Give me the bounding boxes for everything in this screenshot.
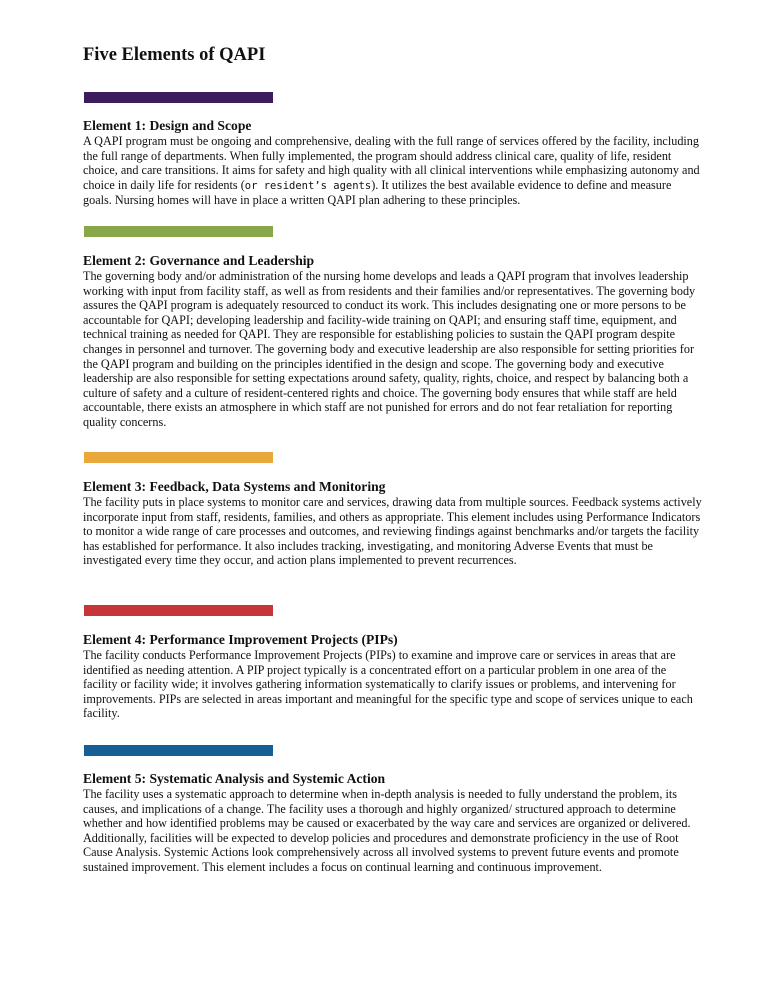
element-1-body — [83, 134, 703, 208]
element-4-heading: Element 4: Performance Improvement Projects (PIPs) — [83, 632, 398, 647]
element-1-body-text-b: ). It utilizes the best available evidence to define and measure goals. Nursing homes will have in place a written QAPI plan adhering to these principles. — [83, 177, 672, 208]
element-2-body: The governing body and/or administration of the nursing home develops and leads a QAPI program that involves leadership working with input from facility staff, as well as from residents and their families and/or representatives. The governing body assures the QAPI program is adequately resourced to conduct its work. This includes designating one or more persons to be accountable for QAPI; developing leadership and facility-wide training on QAPI; and ensuring staff time, equipment, and technical training as needed for QAPI. They are responsible for establishing policies to sustain the QAPI program despite changes in personnel and turnover. The governing body and executive leadership are also responsible for setting priorities for the QAPI program and building on the principles identified in the design and scope. The governing body and executive leadership are also responsible for setting expectations around safety, quality, rights, choice, and respect by balancing both a culture of safety and a culture of resident-centered rights and choice. The governing body ensures that while staff are held accountable, there exists an atmosphere in which staff are not punished for errors and do not fear retaliation for reporting quality concerns. — [83, 269, 696, 429]
element-1-section — [83, 118, 703, 208]
element-1-heading: Element 1: Design and Scope — [83, 118, 252, 133]
element-5-body: The facility uses a systematic approach to determine when in-depth analysis is needed to fully understand the problem, its causes, and implications of a change. The facility uses a thorough and highly organized/ structured approach to determine whether and how identified problems may be caused or exacerbated by the way care and services are organized or delivered. Additionally, facilities will be expected to develop policies and procedures and demonstrate proficiency in the use of Root Cause Analysis. Systemic Actions look comprehensively across all involved systems to prevent future events and promote sustained improvement. This element includes a focus on continual learning and continuous improvement. — [83, 787, 691, 874]
page-title: Five Elements of QAPI — [83, 45, 266, 65]
divider-bar-purple — [84, 92, 273, 103]
element-1-body-mono: or resident’s agents — [244, 179, 372, 192]
element-4-section — [83, 632, 703, 721]
element-3-body: The facility puts in place systems to monitor care and services, drawing data from multiple sources. Feedback systems actively incorporate input from staff, residents, families, and others as appropriate. This element includes using Performance Indicators to monitor a wide range of care processes and outcomes, and reviewing findings against benchmarks and/or targets the facility has established for performance. It also includes tracking, investigating, and monitoring Adverse Events that must be investigated every time they occur, and action plans implemented to prevent recurrences. — [83, 495, 702, 568]
element-3-heading: Element 3: Feedback, Data Systems and Monitoring — [83, 479, 386, 494]
divider-bar-red — [84, 605, 273, 616]
divider-bar-orange — [84, 452, 273, 463]
divider-bar-blue — [84, 745, 273, 756]
element-4-body: The facility conducts Performance Improvement Projects (PIPs) to examine and improve care or services in areas that are identified as needing attention. A PIP project typically is a concentrated effort on a particular problem in one area of the facility or facility wide; it involves gathering information systematically to clarify issues or problems, and intervening for improvements. PIPs are selected in areas important and meaningful for the specific type and scope of services unique to each facility. — [83, 648, 693, 721]
element-1-body-text-a: A QAPI program must be ongoing and comprehensive, dealing with the full range of services offered by the facility, including the full range of departments. When fully implemented, the program should address clinical care, quality of life, resident choice, and care transitions. It aims for safety and high quality with all clinical interventions while emphasizing autonomy and choice in daily life for residents ( — [83, 134, 700, 192]
element-5-section — [83, 771, 703, 875]
divider-bar-green — [84, 226, 273, 237]
element-3-section — [83, 479, 703, 568]
element-2-section — [83, 253, 703, 430]
element-2-heading: Element 2: Governance and Leadership — [83, 253, 315, 268]
element-5-heading: Element 5: Systematic Analysis and Systemic Action — [83, 771, 386, 786]
